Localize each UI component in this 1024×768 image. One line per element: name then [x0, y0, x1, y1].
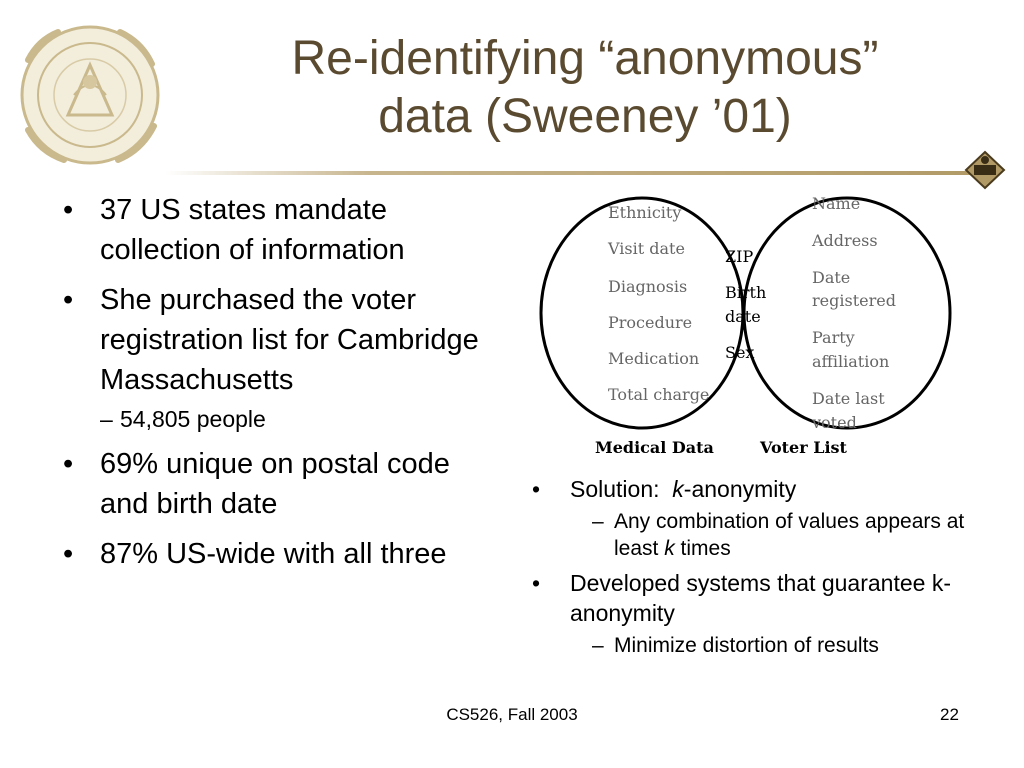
purdue-emblem-icon: [964, 150, 1006, 190]
sub-bullet-text: [614, 510, 964, 560]
voter-field: registered: [812, 291, 896, 310]
voter-field: Date: [812, 268, 851, 287]
bullet-item: [532, 568, 1002, 628]
voter-field: Date last: [812, 389, 885, 408]
left-bullet-list: [55, 190, 495, 584]
dash-glyph: –: [592, 510, 604, 533]
bullet-glyph: •: [63, 194, 74, 226]
sub-bullet-item: [100, 404, 495, 434]
right-bullet-list: [532, 474, 1002, 665]
medical-field: Diagnosis: [608, 277, 688, 296]
bullet-text: 69% unique on postal code and birth date: [100, 448, 450, 520]
shared-field: date: [725, 307, 761, 326]
medical-field: Visit date: [608, 239, 685, 258]
footer-page-number: 22: [940, 705, 959, 724]
medical-field: Ethnicity: [608, 203, 682, 222]
voter-field: Address: [812, 231, 878, 250]
voter-field: affiliation: [812, 352, 890, 371]
dash-glyph: –: [592, 634, 604, 657]
bullet-item: [55, 190, 495, 270]
sub-bullet-text-italic: k: [664, 537, 675, 560]
sub-bullet-text-part: times: [674, 537, 731, 560]
medical-field: Total charge: [608, 385, 710, 404]
bullet-text-part: Solution:: [570, 476, 673, 502]
shared-field: ZIP: [725, 247, 754, 266]
slide-title-line2: data (Sweeney ’01): [378, 90, 792, 143]
bullet-text: Developed systems that guarantee k-anonymity: [570, 570, 951, 626]
sub-bullet-item: [592, 632, 1002, 659]
medical-field: Procedure: [608, 313, 693, 332]
bullet-glyph: •: [532, 570, 541, 596]
sub-bullet-text-part: Any combination of values appears at least: [614, 510, 965, 560]
bullet-glyph: •: [63, 284, 74, 316]
bullet-item: [55, 280, 495, 400]
voter-field: voted: [812, 413, 857, 432]
shared-field: Birth: [725, 283, 767, 302]
bullet-item: [55, 444, 495, 524]
bullet-text: She purchased the voter registration list for Cambridge Massachusetts: [100, 284, 479, 396]
bullet-text: 37 US states mandate collection of information: [100, 194, 405, 266]
shared-field: Sex: [725, 343, 755, 362]
sub-bullet-text: 54,805 people: [120, 406, 266, 432]
sub-bullet-item: [592, 508, 1002, 562]
voter-field: Name: [812, 194, 861, 213]
bullet-text: 87% US-wide with all three: [100, 538, 447, 570]
title-divider: [165, 171, 985, 175]
bullet-glyph: •: [63, 448, 74, 480]
slide-title: [175, 30, 995, 146]
voter-list-label: Voter List: [760, 438, 847, 457]
bullet-text-italic: k: [672, 476, 684, 502]
sub-bullet-text: Minimize distortion of results: [614, 634, 879, 657]
bullet-glyph: •: [63, 538, 74, 570]
medical-data-label: Medical Data: [595, 438, 714, 457]
bullet-item: [55, 534, 495, 574]
footer-course: CS526, Fall 2003: [446, 705, 578, 724]
purdue-seal-logo: [8, 20, 168, 170]
medical-field: Medication: [608, 349, 700, 368]
bullet-item: [532, 474, 1002, 504]
bullet-text-part: -anonymity: [683, 476, 797, 502]
bullet-glyph: •: [532, 476, 541, 502]
venn-diagram: [535, 185, 960, 465]
voter-field: Party: [812, 328, 855, 347]
bullet-text: [570, 476, 796, 502]
slide-title-line1: Re-identifying “anonymous”: [291, 32, 879, 85]
dash-glyph: –: [100, 406, 113, 432]
